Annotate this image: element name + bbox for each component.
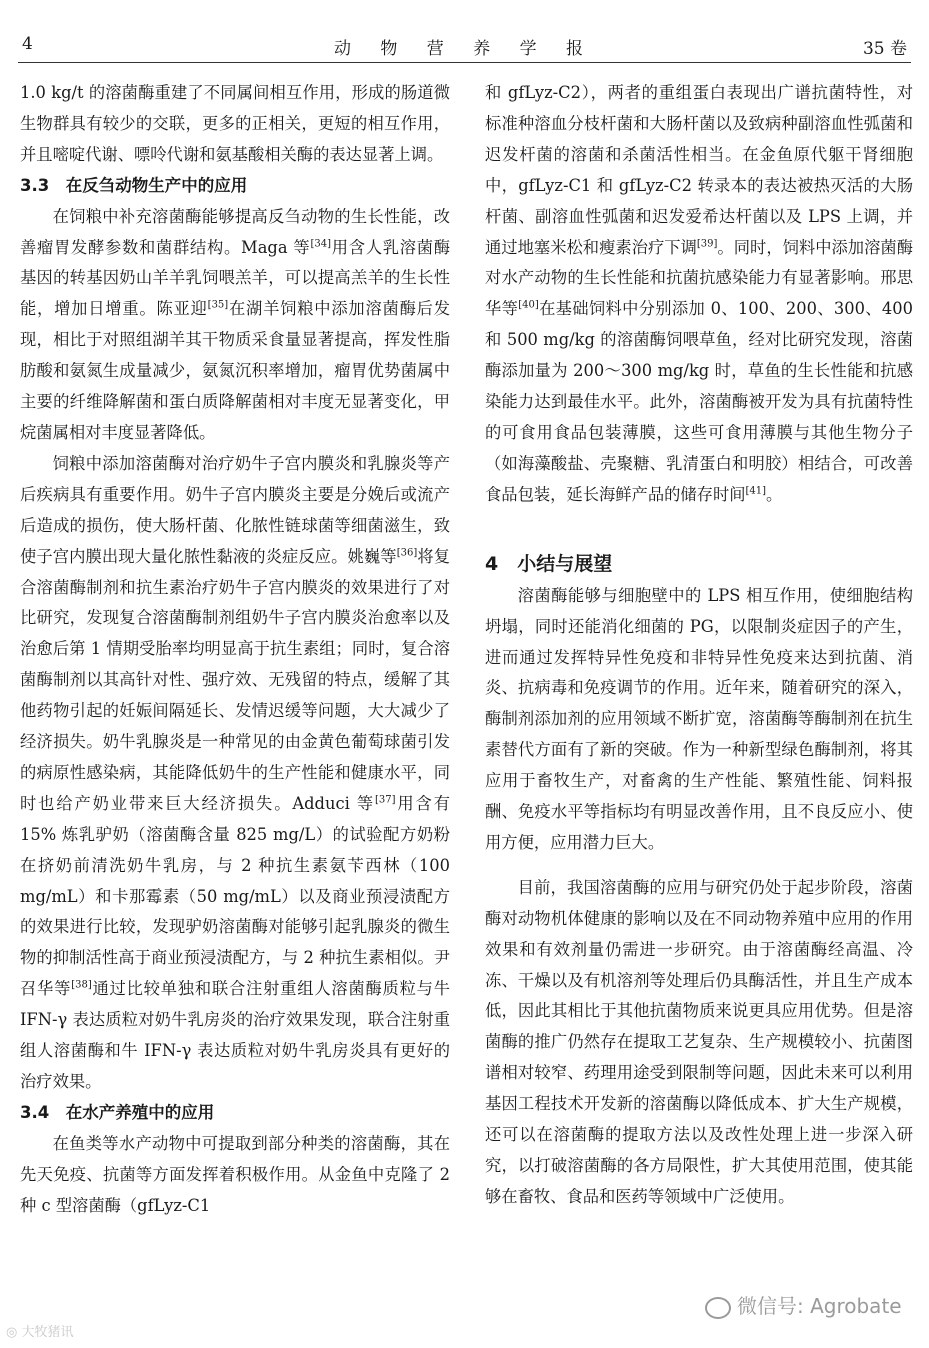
citation[interactable]: [38]: [71, 979, 92, 991]
citation[interactable]: [35]: [207, 299, 229, 311]
wechat-icon: [705, 1297, 731, 1319]
paragraph: 目前，我国溶菌酶的应用与研究仍处于起步阶段，溶菌酶对动物机体健康的影响以及在不同动物养殖中应用的作用效果和有效剂量仍需进一步研究。由于溶菌酶经高温、冷冻、干燥以及有机溶剂等处理后仍具酶活性，并且生产成本低，因此其相比于其他抗菌物质来说更具应用优势。但是溶菌酶的推广仍然存在提取工艺复杂、生产规模较小、抗菌图谱相对较窄、药理用途受到限制等问题，因此未来可以利用基因工程技术开发新的溶菌酶以降低成本、扩大生产规模，还可以在溶菌酶的提取方法以及改性处理上进一步深入研究，以打破溶菌酶的各方局限性，扩大其使用范围，使其能够在畜牧、食品和医药等领域中广泛使用。: [485, 877, 913, 1206]
left-column: [20, 78, 450, 1222]
paragraph: 饲粮中添加溶菌酶对治疗奶牛子宫内膜炎和乳腺炎等产后疾病具有重要作用。奶牛子宫内膜炎主要是分娩后或流产后造成的损伤，使大肠杆菌、化脓性链球菌等细菌滋生，致使子宫内膜出现大量化脓性黏液的炎症反应。姚巍等[36]将复合溶菌酶制剂和抗生素治疗奶牛子宫内膜炎的效果进行了对比研究，发现复合溶菌酶制剂组奶牛子宫内膜炎治愈率以及治愈后第 1 情期受胎率均明显高于抗生素组；同时，复合溶菌酶制剂以其高针对性、强疗效、无残留的特点，缓解了其他药物引起的妊娠间隔延长、发情迟缓等问题，大大减少了经济损失。奶牛乳腺炎是一种常见的由金黄色葡萄球菌引发的病原性感染病，其能降低奶牛的生产性能和健康水平，同时也给产奶业带来巨大经济损失。Adduci 等[37]用含有 15% 炼乳驴奶（溶菌酶含量 825 mg/L）的试验配方奶粉在挤奶前清洗奶牛乳房，与 2 种抗生素氨苄西林（100 mg/mL）和卡那霉素（50 mg/mL）以及商业预浸渍配方的效果进行比较，发现驴奶溶菌酶对能够引起乳腺炎的微生物的抑制活性高于商业预浸渍配方，与 2 种抗生素相似。尹召华等[38]通过比较单独和联合注射重组人溶菌酶质粒与牛 IFN-γ 表达质粒对奶牛乳房炎的治疗效果发现，联合注射重组人溶菌酶和牛 IFN-γ 表达质粒对奶牛乳房炎具有更好的治疗效果。: [20, 453, 450, 1091]
paragraph: 和 gfLyz-C2），两者的重组蛋白表现出广谱抗菌特性，对标准种溶血分枝杆菌和大肠杆菌以及致病种副溶血性弧菌和迟发杆菌的溶菌和杀菌活性相当。在金鱼原代躯干肾细胞中，gfLyz-C1 和 gfLyz-C2 转录本的表达被热灭活的大肠杆菌、副溶血性弧菌和迟发爱希达杆菌以及 LPS 上调，并通过地塞米松和瘦素治疗下调[39]。同时，饲料中添加溶菌酶对水产动物的生长性能和抗菌抗感染能力有显著影响。邢思华等[40]在基础饲料中分别添加 0、100、200、300、400 和 500 mg/kg 的溶菌酶饲喂草鱼，经对比研究发现，溶菌酶添加量为 200～300 mg/kg 时，草鱼的生长性能和抗感染能力达到最佳水平。此外，溶菌酶被开发为具有抗菌特性的可食用食品包装薄膜，这些可食用薄膜与其他生物分子（如海藻酸盐、壳聚糖、乳清蛋白和明胶）相结合，可改善食品包装，延长海鲜产品的储存时间[41]。: [485, 83, 913, 504]
header-rule: [18, 62, 911, 63]
watermark-right: 微信号: Agrobate: [705, 1290, 902, 1319]
section-heading-3-4: 3.4 在水产养殖中的应用: [20, 1102, 215, 1122]
page-number: 4: [22, 34, 33, 54]
right-column: [485, 78, 913, 1213]
citation[interactable]: [34]: [310, 238, 331, 250]
section-heading-3-3: 3.3 在反刍动物生产中的应用: [20, 175, 248, 195]
paragraph: 1.0 kg/t 的溶菌酶重建了不同属间相互作用，形成的肠道微生物群具有较少的交联，更多的正相关，更短的相互作用，并且嘧啶代谢、嘌呤代谢和氨基酸相关酶的表达显著上调。: [20, 83, 450, 164]
section-heading-4: 4 小结与展望: [485, 552, 613, 575]
journal-title: 动 物 营 养 学 报: [333, 39, 596, 59]
paragraph: 溶菌酶能够与细胞壁中的 LPS 相互作用，使细胞结构坍塌，同时还能消化细菌的 PG，以限制炎症因子的产生，进而通过发挥特异性免疫和非特异性免疫来达到抗菌、消炎、抗病毒和免疫调节的作用。近年来，随着研究的深入，酶制剂添加剂的应用领域不断扩宽，溶菌酶等酶制剂在抗生素替代方面有了新的突破。作为一种新型绿色酶制剂，将其应用于畜牧生产，对畜禽的生产性能、繁殖性能、饲料报酬、免疫水平等指标均有明显改善作用，且不良反应小、使用方便，应用潜力巨大。: [485, 585, 913, 852]
citation[interactable]: [41]: [745, 485, 767, 497]
running-header: [22, 34, 907, 60]
citation[interactable]: [36]: [396, 547, 418, 559]
citation[interactable]: [37]: [374, 794, 396, 806]
paragraph: 在鱼类等水产动物中可提取到部分种类的溶菌酶，其在先天免疫、抗菌等方面发挥着积极作用。从金鱼中克隆了 2 种 c 型溶菌酶（gfLyz-C1: [20, 1133, 450, 1215]
volume-label: 35 卷: [862, 39, 907, 59]
citation[interactable]: [39]: [696, 238, 718, 250]
watermark-left: ◎ 大牧猪讯: [6, 1325, 74, 1340]
paragraph: 在饲粮中补充溶菌酶能够提高反刍动物的生长性能，改善瘤胃发酵参数和菌群结构。Maga 等[34]用含人乳溶菌酶基因的转基因奶山羊羊乳饲喂羔羊，可以提高羔羊的生长性能，增加日增重。陈亚迎[35]在湖羊饲粮中添加溶菌酶后发现，相比于对照组湖羊其干物质采食量显著提高，挥发性脂肪酸和氨氮生成量减少，氨氮沉积率增加，瘤胃优势菌属中主要的纤维降解菌和蛋白质降解菌相对丰度无显著变化，甲烷菌属相对丰度显著降低。: [20, 206, 450, 442]
citation[interactable]: [40]: [518, 299, 539, 311]
